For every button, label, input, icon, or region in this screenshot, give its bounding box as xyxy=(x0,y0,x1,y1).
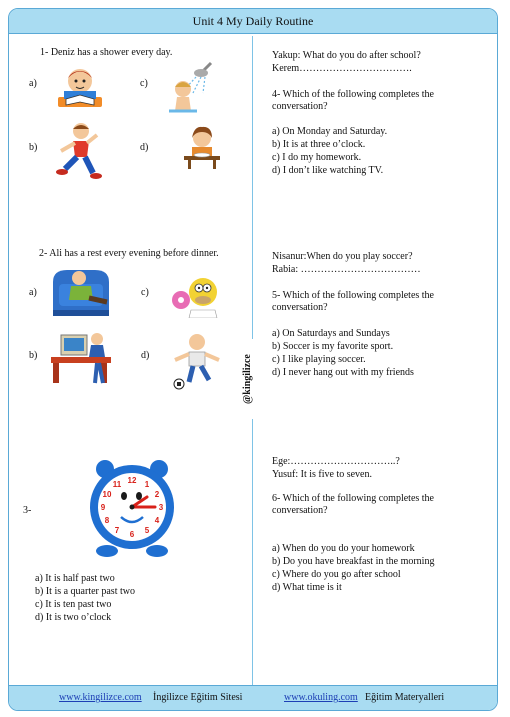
footer-link-okuling[interactable]: www.okuling.com xyxy=(284,692,358,703)
boy-running-picture[interactable] xyxy=(51,121,105,181)
clock-number-12: 12 xyxy=(127,476,137,485)
q4-option-c[interactable]: c) I do my homework. xyxy=(272,152,362,163)
q6-option-b[interactable]: b) Do you have breakfast in the morning xyxy=(272,556,435,567)
watermark: @kingilizce xyxy=(242,339,262,419)
q3-option-d[interactable]: d) It is two o’clock xyxy=(35,612,112,623)
q2-label-d: d) xyxy=(141,350,150,361)
footer-text-1: İngilizce Eğitim Sitesi xyxy=(153,692,243,703)
boy-soccer-picture[interactable] xyxy=(167,332,225,390)
q6-question-line-2: conversation? xyxy=(272,505,328,516)
q5-option-d[interactable]: d) I never hang out with my friends xyxy=(272,367,414,378)
q4-dialog-line-2: Kerem……………………………. xyxy=(272,63,412,74)
q3-option-a[interactable]: a) It is half past two xyxy=(35,573,115,584)
worksheet-frame xyxy=(8,8,498,711)
clock-number-1: 1 xyxy=(144,480,150,489)
man-eating-picture[interactable] xyxy=(167,274,223,318)
q6-question-line-1: 6- Which of the following completes the xyxy=(272,493,434,504)
q4-option-a[interactable]: a) On Monday and Saturday. xyxy=(272,126,388,137)
page-footer xyxy=(9,685,497,710)
q5-dialog-line-1: Nisanur:When do you play soccer? xyxy=(272,251,413,262)
q5-dialog-line-2: Rabia: ……………………………… xyxy=(272,264,421,275)
clock-number-7: 7 xyxy=(114,526,120,535)
q4-option-d[interactable]: d) I don’t like watching TV. xyxy=(272,165,384,176)
clock-number-3: 3 xyxy=(158,503,164,512)
q2-label-b: b) xyxy=(29,350,38,361)
clock-number-11: 11 xyxy=(112,480,122,489)
q3-option-b[interactable]: b) It is a quarter past two xyxy=(35,586,135,597)
q5-option-b[interactable]: b) Soccer is my favorite sport. xyxy=(272,341,394,352)
q3-option-c[interactable]: c) It is ten past two xyxy=(35,599,112,610)
clock-number-9: 9 xyxy=(100,503,106,512)
q2-label-a: a) xyxy=(29,287,37,298)
q6-dialog-line-1: Ege:…………………………..? xyxy=(272,456,400,467)
clock-number-2: 2 xyxy=(154,490,160,499)
girl-eating-picture[interactable] xyxy=(182,124,222,169)
clock-number-4: 4 xyxy=(154,516,160,525)
q4-question-line-1: 4- Which of the following completes the xyxy=(272,89,434,100)
q2-question: 2- Ali has a rest every evening before dinner. xyxy=(39,248,219,259)
q6-option-c[interactable]: c) Where do you go after school xyxy=(272,569,401,580)
q5-option-a[interactable]: a) On Saturdays and Sundays xyxy=(272,328,390,339)
q4-dialog-line-1: Yakup: What do you do after school? xyxy=(272,50,421,61)
q3-number: 3- xyxy=(23,505,32,516)
clock-picture[interactable] xyxy=(77,459,187,559)
q2-label-c: c) xyxy=(141,287,149,298)
shower-picture[interactable] xyxy=(163,59,221,115)
q5-option-c[interactable]: c) I like playing soccer. xyxy=(272,354,366,365)
q6-option-d[interactable]: d) What time is it xyxy=(272,582,342,593)
clock-number-10: 10 xyxy=(102,490,112,499)
q1-label-b: b) xyxy=(29,142,38,153)
q5-question-line-1: 5- Which of the following completes the xyxy=(272,290,434,301)
q1-label-c: c) xyxy=(140,78,148,89)
q4-option-b[interactable]: b) It is at three o’clock. xyxy=(272,139,366,150)
q6-option-a[interactable]: a) When do you do your homework xyxy=(272,543,415,554)
q1-label-d: d) xyxy=(140,142,149,153)
man-resting-picture[interactable] xyxy=(49,262,113,320)
q1-question: 1- Deniz has a shower every day. xyxy=(40,47,173,58)
clock-number-5: 5 xyxy=(144,526,150,535)
computer-desk-picture[interactable] xyxy=(49,329,113,385)
boy-reading-picture[interactable] xyxy=(54,61,106,113)
clock-number-8: 8 xyxy=(104,516,110,525)
footer-text-2: Eğitim Materyalleri xyxy=(365,692,445,703)
page-title: Unit 4 My Daily Routine xyxy=(9,9,497,34)
footer-link-kingilizce[interactable]: www.kingilizce.com xyxy=(59,692,142,703)
q1-label-a: a) xyxy=(29,78,37,89)
clock-number-6: 6 xyxy=(129,530,135,539)
q4-question-line-2: conversation? xyxy=(272,101,328,112)
q5-question-line-2: conversation? xyxy=(272,302,328,313)
q6-dialog-line-2: Yusuf: It is five to seven. xyxy=(272,469,372,480)
